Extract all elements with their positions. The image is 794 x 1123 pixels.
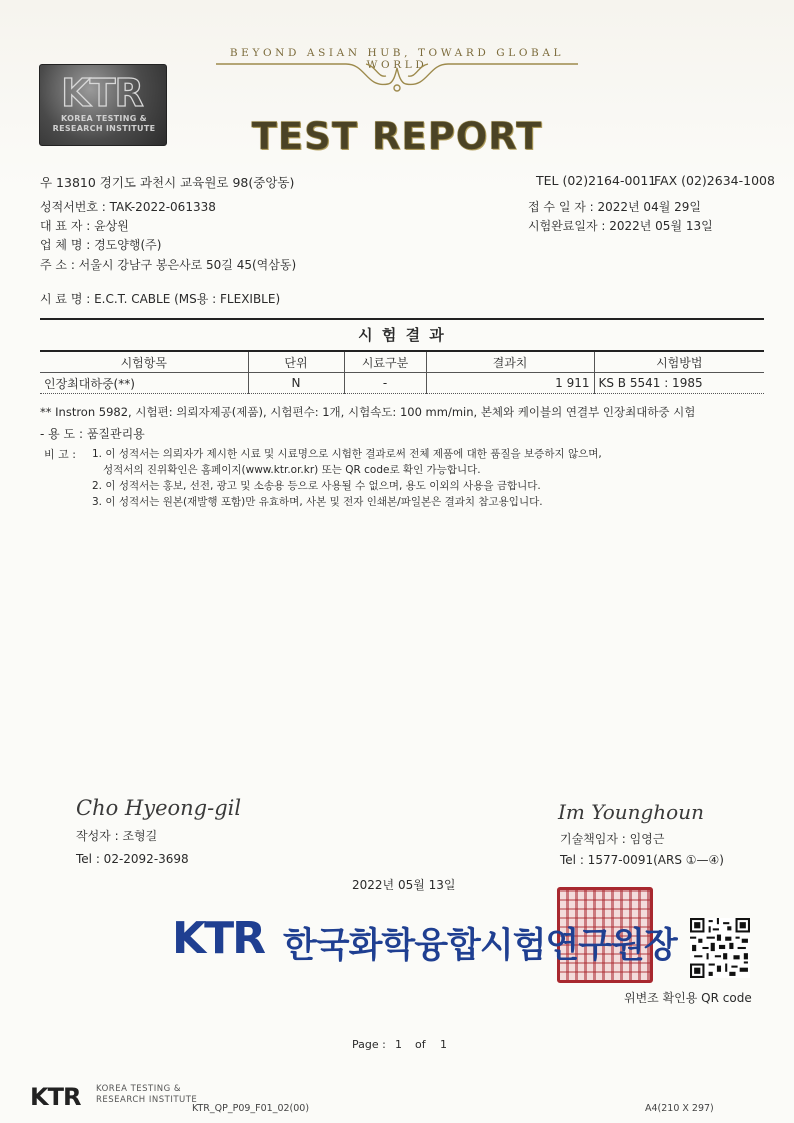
qr-code-icon[interactable] bbox=[690, 918, 750, 978]
results-footnote: ** Instron 5982, 시험편: 의뢰자제공(제품), 시험편수: 1개, 시험속도: 100 mm/min, 본체와 케이블의 연결부 인장최대하중 시험 bbox=[40, 405, 696, 419]
received-date: 접 수 일 자 : 2022년 04월 29일 bbox=[528, 200, 701, 214]
manager-name: 기술책임자 : 임영근 bbox=[560, 832, 665, 846]
cell-item: 인장최대하중(**) bbox=[40, 373, 248, 394]
manager-signature: Im Younghoun bbox=[558, 800, 704, 824]
footer-logo-sub1: KOREA TESTING & bbox=[96, 1084, 182, 1094]
report-number: 성적서번호 : TAK-2022-061338 bbox=[40, 200, 216, 214]
tagline: BEYOND ASIAN HUB, TOWARD GLOBAL WORLD bbox=[229, 47, 565, 71]
author-tel: Tel : 02-2092-3698 bbox=[76, 852, 189, 866]
footer-logo-sub2: RESEARCH INSTITUTE bbox=[96, 1095, 198, 1105]
completed-date: 시험완료일자 : 2022년 05월 13일 bbox=[528, 219, 713, 233]
page-of: of bbox=[415, 1038, 426, 1051]
cell-unit: N bbox=[248, 373, 344, 394]
institute-name: 한국화학융합시험연구원장 bbox=[283, 926, 677, 966]
ktr-logo-sub1: KOREA TESTING & bbox=[61, 114, 147, 123]
page-title: TEST REPORT bbox=[251, 115, 543, 158]
ktr-logo-text: KTR bbox=[61, 71, 143, 115]
results-heading: 시 험 결 과 bbox=[358, 326, 446, 344]
footer-form-code: KTR_QP_P09_F01_02(00) bbox=[192, 1103, 310, 1114]
col-unit: 단위 bbox=[248, 352, 344, 373]
institute-address: 우 13810 경기도 과천시 교육원로 98(중앙동) bbox=[40, 175, 295, 190]
page-total: 1 bbox=[440, 1038, 447, 1051]
cell-value: 1 911 bbox=[426, 373, 594, 394]
results-table bbox=[40, 352, 764, 394]
cell-method: KS B 5541 : 1985 bbox=[594, 373, 764, 394]
cell-sample: - bbox=[344, 373, 426, 394]
purpose: - 용 도 : 품질관리용 bbox=[40, 427, 145, 441]
remark-line-1: 1. 이 성적서는 의뢰자가 제시한 시료 및 시료명으로 시험한 결과로써 전체 제품에 대한 품질을 보증하지 않으며, bbox=[92, 448, 602, 460]
table-row bbox=[40, 373, 764, 394]
remark-line-2: 성적서의 진위확인은 홈페이지(www.ktr.or.kr) 또는 QR code로 확인 가능합니다. bbox=[103, 464, 481, 476]
remark-line-4: 3. 이 성적서는 원본(재발행 포함)만 유효하며, 사본 및 전자 인쇄본/파일본은 결과치 참고용입니다. bbox=[92, 496, 543, 508]
col-test-item: 시험항목 bbox=[40, 352, 248, 373]
author-signature: Cho Hyeong-gil bbox=[76, 796, 242, 820]
footer-paper-size: A4(210 X 297) bbox=[645, 1103, 714, 1114]
footer-ktr-logo: KTR bbox=[30, 1083, 81, 1111]
qr-label: 위변조 확인용 QR code bbox=[624, 991, 752, 1005]
manager-tel: Tel : 1577-0091(ARS ①—④) bbox=[560, 853, 724, 867]
author-name: 작성자 : 조형길 bbox=[76, 829, 158, 843]
institute-tel: TEL (02)2164-0011 bbox=[536, 173, 657, 188]
table-header-row bbox=[40, 352, 764, 373]
ktr-brand-logo: KTR bbox=[172, 913, 264, 964]
results-top-rule bbox=[40, 318, 764, 320]
col-sample: 시료구분 bbox=[344, 352, 426, 373]
ktr-logo-sub2: RESEARCH INSTITUTE bbox=[52, 124, 156, 133]
remarks-label: 비 고 : bbox=[44, 448, 76, 461]
remark-line-3: 2. 이 성적서는 홍보, 선전, 광고 및 소송용 등으로 사용될 수 없으며, 용도 이외의 사용을 금합니다. bbox=[92, 480, 541, 492]
representative: 대 표 자 : 윤상원 bbox=[40, 219, 129, 233]
company-address: 주 소 : 서울시 강남구 봉은사로 50길 45(역삼동) bbox=[40, 258, 297, 272]
sample-name: 시 료 명 : E.C.T. CABLE (MS용 : FLEXIBLE) bbox=[40, 292, 281, 306]
col-method: 시험방법 bbox=[594, 352, 764, 373]
institute-fax: FAX (02)2634-1008 bbox=[654, 173, 775, 188]
page-current: 1 bbox=[395, 1038, 402, 1051]
ornament-divider bbox=[216, 58, 578, 96]
issue-date: 2022년 05월 13일 bbox=[352, 878, 456, 892]
company-name: 업 체 명 : 경도양행(주) bbox=[40, 238, 162, 252]
page-label: Page : bbox=[352, 1038, 386, 1051]
col-result: 결과치 bbox=[426, 352, 594, 373]
